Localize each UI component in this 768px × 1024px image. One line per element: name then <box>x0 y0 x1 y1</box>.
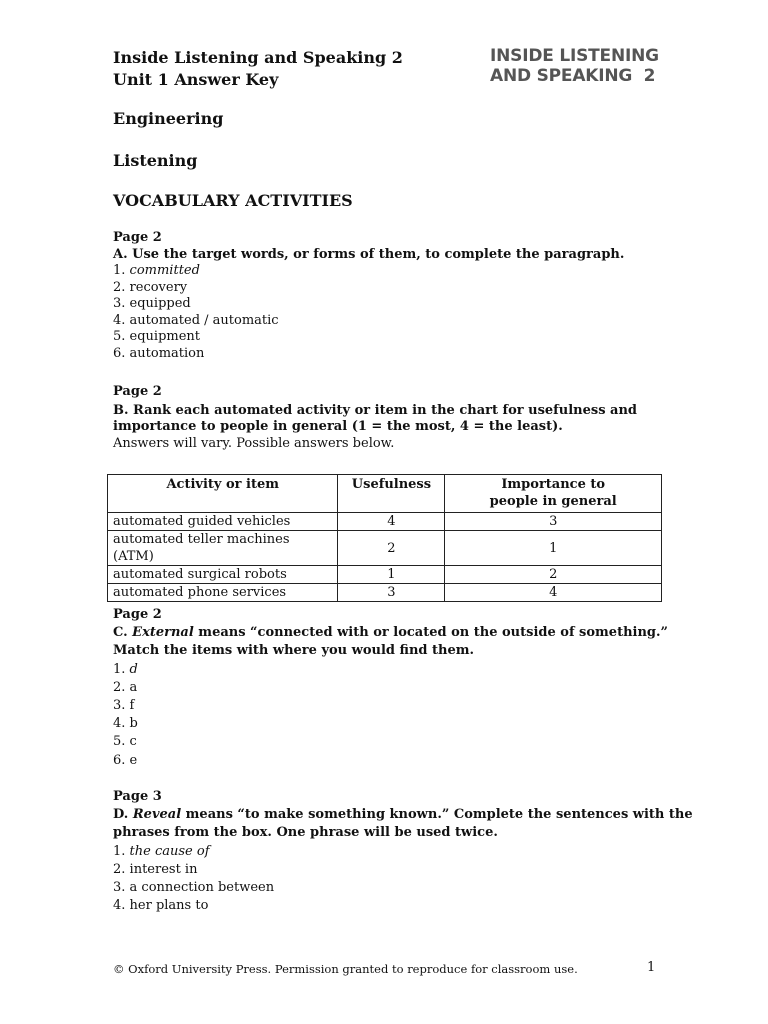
term: External <box>132 625 194 641</box>
document-title: Inside Listening and Speaking 2 <box>113 48 403 67</box>
answer-item: 1. the cause of <box>113 843 210 859</box>
answer-item: 1. d <box>113 661 138 677</box>
usefulness-cell: 2 <box>338 531 445 566</box>
activity-instruction: B. Rank each automated activity or item in the chart for usefulness and <box>113 402 638 418</box>
page-label: Page 2 <box>113 607 162 622</box>
answer-item: 6. automation <box>113 345 205 361</box>
page-label: Page 2 <box>113 230 162 245</box>
section-heading: Listening <box>113 151 198 170</box>
answer-item: 6. e <box>113 752 138 768</box>
answer-item: 2. a <box>113 679 138 695</box>
activity-instruction: D. Reveal means “to make something known.” Complete the sentences with the <box>113 807 693 823</box>
importance-cell: 1 <box>445 531 662 566</box>
answer-item: 5. equipment <box>113 329 201 344</box>
document-subtitle: Unit 1 Answer Key <box>113 70 279 89</box>
subsection-heading: VOCABULARY ACTIVITIES <box>113 191 353 210</box>
answer-item: 3. a connection between <box>113 880 275 896</box>
activity-instruction-cont: phrases from the box. One phrase will be used twice. <box>113 825 498 841</box>
answer-item: 2. recovery <box>113 279 188 295</box>
logo-number: 2 <box>643 66 656 86</box>
footer-copyright: © Oxford University Press. Permission granted to reproduce for classroom use. <box>113 962 578 976</box>
table-header-row <box>108 475 662 513</box>
logo-line-1: INSIDE LISTENING <box>490 46 659 66</box>
logo-line-2: AND SPEAKING 2 <box>490 66 656 86</box>
answer-item: 1. committed <box>113 263 200 278</box>
importance-cell: 3 <box>445 513 662 531</box>
activity-b <box>113 384 673 452</box>
page-label: Page 2 <box>113 384 162 399</box>
importance-cell: 4 <box>445 584 662 602</box>
usefulness-cell: 3 <box>338 584 445 602</box>
term: Reveal <box>132 807 182 823</box>
answer-item: 5. c <box>113 734 137 750</box>
answer-item: 4. b <box>113 716 138 732</box>
answer-item: 3. f <box>113 698 135 714</box>
column-header-activity: Activity or item <box>108 475 338 513</box>
topic-heading: Engineering <box>113 109 224 128</box>
activity-a <box>113 230 673 362</box>
importance-cell: 2 <box>445 566 662 584</box>
table-row <box>108 513 662 531</box>
activity-cell: automated teller machines (ATM) <box>108 531 338 566</box>
answer-item: 3. equipped <box>113 296 191 311</box>
table-row <box>108 531 662 566</box>
column-header-usefulness: Usefulness <box>338 475 445 513</box>
table-row <box>108 566 662 584</box>
answer-item: 4. her plans to <box>113 898 209 914</box>
column-header-importance: Importance to people in general <box>445 475 662 513</box>
answer-note: Answers will vary. Possible answers below. <box>113 435 395 451</box>
activity-instruction-cont: importance to people in general (1 = the most, 4 = the least). <box>113 419 563 434</box>
activity-instruction: A. Use the target words, or forms of them, to complete the paragraph. <box>113 246 625 262</box>
answer-item: 2. interest in <box>113 861 198 877</box>
page-number: 1 <box>647 960 656 975</box>
answer-item: 4. automated / automatic <box>113 312 279 328</box>
activity-d <box>113 788 693 915</box>
usefulness-cell: 1 <box>338 566 445 584</box>
activity-c <box>113 606 673 770</box>
activity-instruction: C. External means “connected with or located on the outside of something.” <box>113 625 669 641</box>
activity-cell: automated surgical robots <box>108 566 338 584</box>
brand-logo <box>490 46 660 86</box>
activity-instruction-cont: Match the items with where you would find them. <box>113 643 475 659</box>
ranking-table <box>107 474 662 602</box>
usefulness-cell: 4 <box>338 513 445 531</box>
page-label: Page 3 <box>113 789 162 804</box>
table-row <box>108 584 662 602</box>
activity-cell: automated phone services <box>108 584 338 602</box>
activity-cell: automated guided vehicles <box>108 513 338 531</box>
